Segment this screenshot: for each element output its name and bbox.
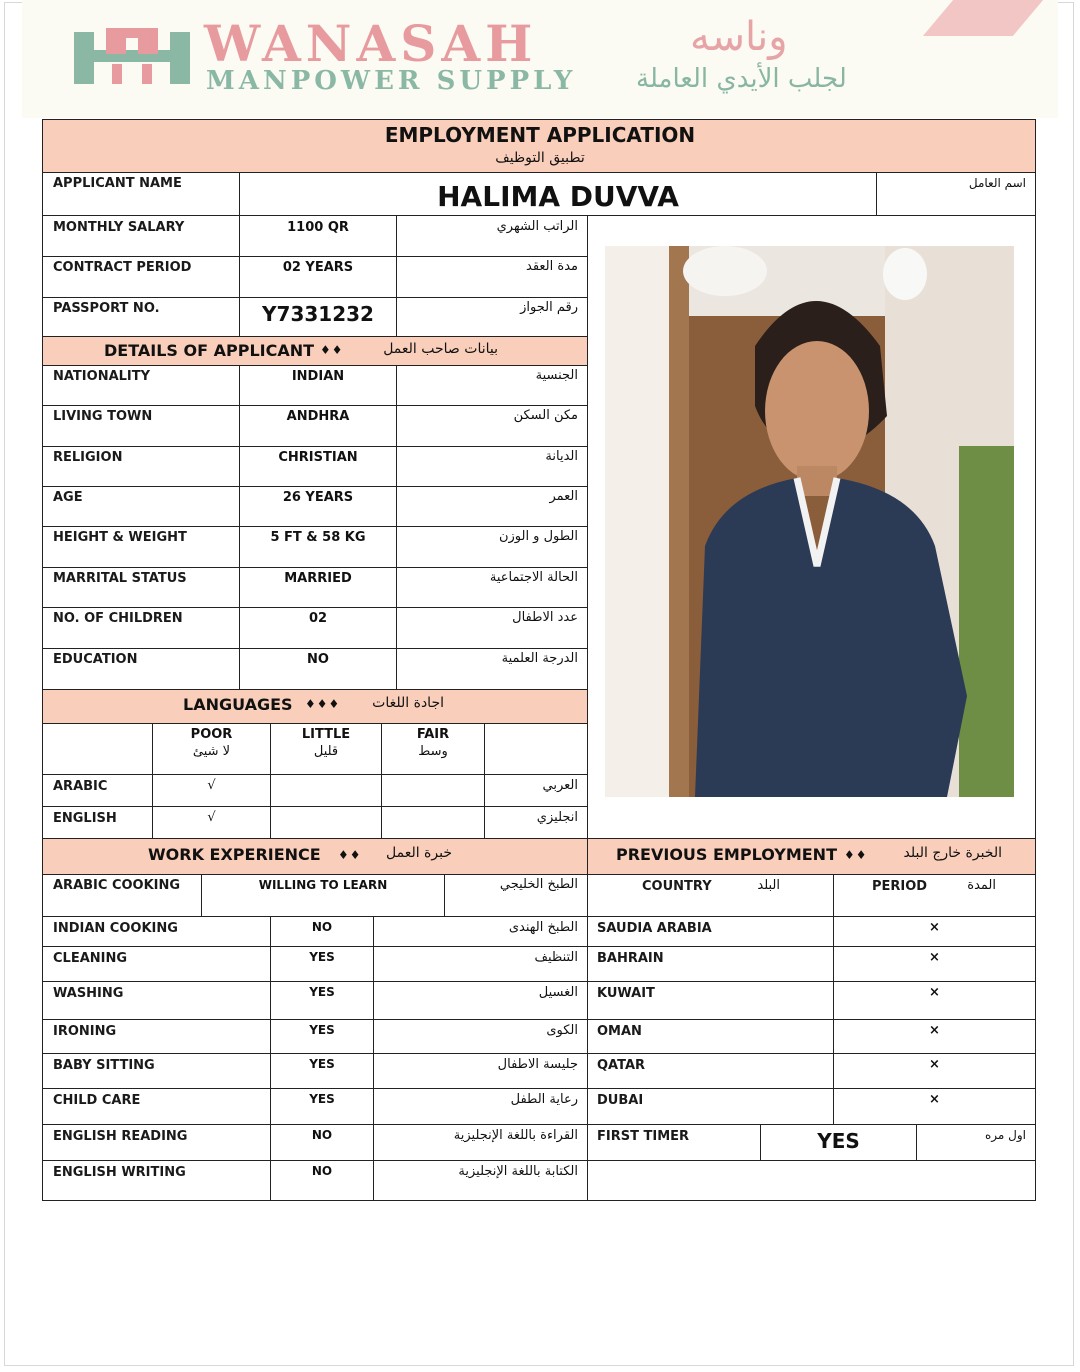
company-subtitle: MANPOWER SUPPLY <box>206 66 577 96</box>
work-label-ar: القراءة باللغة الإنجليزية <box>453 1128 578 1143</box>
form-title-ar: تطبيق التوظيف <box>495 150 585 166</box>
lang-col-fair: FAIR <box>416 727 450 742</box>
detail-label-ar: العمر <box>549 489 578 504</box>
detail-value: 02 <box>308 611 328 626</box>
languages-title: LANGUAGES <box>183 695 293 714</box>
first-timer-value: YES <box>817 1129 860 1153</box>
lang-fair-cell <box>381 806 485 839</box>
previous-title: PREVIOUS EMPLOYMENT <box>616 845 837 864</box>
work-label-ar: الكتابة باللغة الإنجليزية <box>458 1164 578 1179</box>
prev-period: × <box>929 1057 940 1072</box>
languages-diamonds: ♦♦♦ <box>305 697 341 711</box>
prev-period: × <box>929 1023 940 1038</box>
detail-label: HEIGHT & WEIGHT <box>53 530 187 545</box>
work-label-ar: جليسة الاطفال <box>497 1057 578 1072</box>
work-label-ar-arabic-cooking: الطبخ الخليجي <box>499 877 578 892</box>
detail-value: MARRIED <box>284 571 352 586</box>
contract-label-ar: مدة العقد <box>526 259 578 274</box>
work-label-ar: الطبخ الهندى <box>508 920 578 935</box>
work-diamonds: ♦♦ <box>338 848 362 862</box>
work-label-ar: الكوى <box>546 1023 578 1038</box>
previous-diamonds: ♦♦ <box>844 848 868 862</box>
detail-label: MARRITAL STATUS <box>53 571 187 586</box>
details-title-ar: بيانات صاحب العمل <box>383 341 498 357</box>
work-value: YES <box>309 1092 335 1106</box>
work-label: ENGLISH WRITING <box>53 1165 186 1180</box>
detail-label-ar: الدرجة العلمية <box>501 651 578 666</box>
work-value: YES <box>309 985 335 999</box>
contract-value: 02 YEARS <box>282 260 354 275</box>
first-timer-label-ar: اول مره <box>985 1128 1026 1142</box>
detail-value: 5 FT & 58 KG <box>270 530 366 545</box>
prev-period-label: PERIOD <box>872 879 928 894</box>
applicant-photo <box>605 246 1014 797</box>
detail-label: EDUCATION <box>53 652 138 667</box>
work-value-arabic-cooking: WILLING TO LEARN <box>258 878 388 892</box>
company-name-ar: وناسه <box>690 14 788 60</box>
prev-period-head-cell <box>833 874 1036 917</box>
applicant-photo-illustration <box>605 246 1014 797</box>
work-label: IRONING <box>53 1024 117 1039</box>
details-diamonds: ♦♦ <box>320 343 344 357</box>
prev-period: × <box>929 920 940 935</box>
prev-country-label-ar: البلد <box>757 878 780 893</box>
detail-label: NATIONALITY <box>53 369 151 384</box>
detail-label: NO. OF CHILDREN <box>53 611 183 626</box>
work-label-ar: التنظيف <box>534 950 578 965</box>
work-label: CLEANING <box>53 951 128 966</box>
work-value: YES <box>309 950 335 964</box>
lang-col-little: LITTLE <box>301 727 351 742</box>
prev-period-label-ar: المدة <box>967 878 996 893</box>
work-label: INDIAN COOKING <box>53 921 178 936</box>
prev-country: DUBAI <box>597 1093 644 1108</box>
detail-value: 26 YEARS <box>282 490 354 505</box>
detail-label-ar: مكن السكن <box>513 408 578 423</box>
work-value: YES <box>309 1023 335 1037</box>
detail-label-ar: الطول و الوزن <box>498 529 578 544</box>
work-title-ar: خبرة العمل <box>386 845 452 861</box>
lang-little-cell <box>270 806 382 839</box>
work-label-arabic-cooking: ARABIC COOKING <box>53 878 181 893</box>
work-value: NO <box>311 1164 333 1178</box>
work-title: WORK EXPERIENCE <box>148 845 321 864</box>
lang-label: ENGLISH <box>53 811 117 826</box>
work-label: CHILD CARE <box>53 1093 141 1108</box>
previous-title-ar: الخبرة خارج البلد <box>903 845 1002 861</box>
work-label: ENGLISH READING <box>53 1129 188 1144</box>
detail-label-ar: الحالة الاجتماعية <box>489 570 578 585</box>
lang-col-fair-ar: وسط <box>418 744 448 759</box>
company-name: WANASAH <box>204 14 538 73</box>
work-label-ar: رعاية الطفل <box>510 1092 578 1107</box>
languages-title-ar: اجادة اللغات <box>372 695 444 711</box>
salary-value: 1100 QR <box>287 220 349 235</box>
prev-country: BAHRAIN <box>597 951 664 966</box>
lang-col-poor-ar: لا شيئ <box>192 744 231 759</box>
applicant-name-label-ar: اسم العامل <box>968 176 1026 190</box>
lang-col-little-ar: قليل <box>313 744 339 759</box>
detail-label-ar: عدد الاطفال <box>512 610 578 625</box>
prev-country-label: COUNTRY <box>642 879 712 894</box>
form-title: EMPLOYMENT APPLICATION <box>384 123 696 147</box>
applicant-name: HALIMA DUVVA <box>437 180 679 213</box>
detail-value: ANDHRA <box>286 409 350 424</box>
lang-label-ar: العربي <box>542 778 578 793</box>
detail-label: RELIGION <box>53 450 123 465</box>
passport-value: Y7331232 <box>262 302 374 326</box>
lang-little-cell <box>270 774 382 807</box>
lang-blank-cell <box>484 723 588 775</box>
detail-label: LIVING TOWN <box>53 409 153 424</box>
work-value: NO <box>311 1128 333 1142</box>
prev-country: KUWAIT <box>597 986 655 1001</box>
lang-label: ARABIC <box>53 779 108 794</box>
passport-label: PASSPORT NO. <box>53 301 160 316</box>
applicant-name-label: APPLICANT NAME <box>53 176 182 191</box>
work-value: NO <box>311 920 333 934</box>
work-label-ar: الغسيل <box>538 985 578 1000</box>
contract-label: CONTRACT PERIOD <box>53 260 192 275</box>
prev-period: × <box>929 1092 940 1107</box>
work-label: WASHING <box>53 986 124 1001</box>
first-timer-blank-cell <box>587 1160 1036 1201</box>
prev-country: OMAN <box>597 1024 642 1039</box>
details-title: DETAILS OF APPLICANT <box>104 341 315 360</box>
detail-value: NO <box>307 652 329 667</box>
corner-stripe <box>923 0 1043 36</box>
first-timer-label: FIRST TIMER <box>597 1129 690 1144</box>
company-subtitle-ar: لجلب الأيدي العاملة <box>636 64 847 94</box>
salary-label: MONTHLY SALARY <box>53 220 185 235</box>
passport-label-ar: رقم الجواز <box>520 300 578 315</box>
detail-label: AGE <box>53 490 83 505</box>
prev-period: × <box>929 985 940 1000</box>
detail-value: INDIAN <box>291 369 345 384</box>
detail-value: CHRISTIAN <box>278 450 358 465</box>
detail-label-ar: الديانة <box>545 449 578 464</box>
prev-country: SAUDIA ARABIA <box>597 921 712 936</box>
lang-poor-check: √ <box>207 810 216 825</box>
company-logo-icon <box>72 26 192 88</box>
lang-label-ar: انجليزي <box>536 810 578 825</box>
lang-poor-check: √ <box>207 778 216 793</box>
work-value: YES <box>309 1057 335 1071</box>
lang-col-poor: POOR <box>190 727 233 742</box>
detail-label-ar: الجنسية <box>535 368 578 383</box>
prev-country: QATAR <box>597 1058 646 1073</box>
prev-period: × <box>929 950 940 965</box>
lang-fair-cell <box>381 774 485 807</box>
salary-label-ar: الراتب الشهري <box>496 219 578 234</box>
work-label: BABY SITTING <box>53 1058 155 1073</box>
lang-corner-cell <box>42 723 153 775</box>
